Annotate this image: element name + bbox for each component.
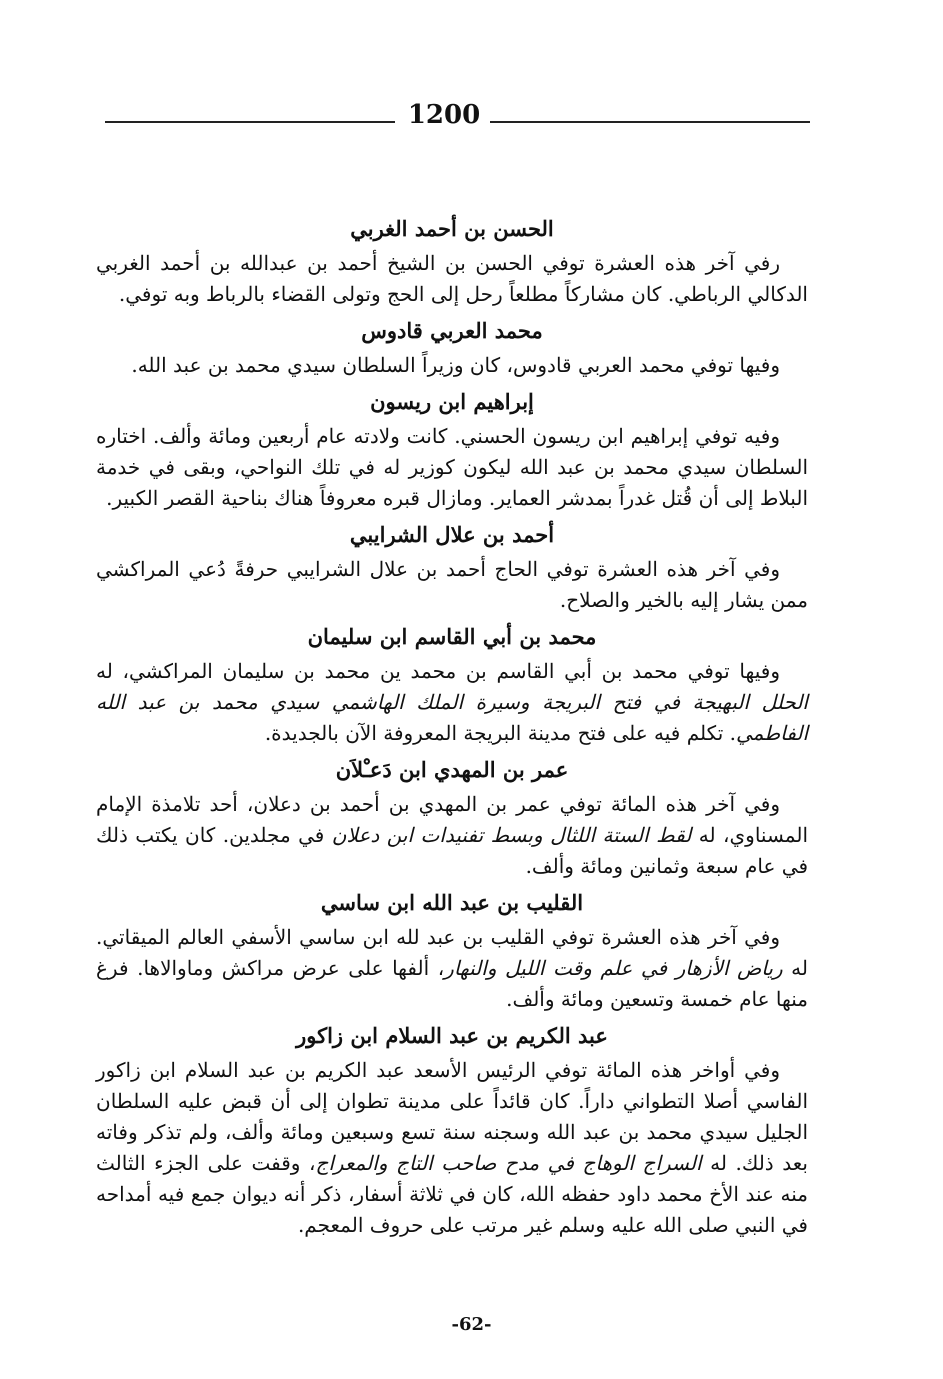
entry-body (96, 421, 808, 514)
entry-title: محمد العربي قادوس (361, 318, 543, 343)
entry (96, 755, 808, 882)
header-rule-left (105, 121, 395, 123)
body-text: ، وقفت على الجزء الثالث منه عند الأخ محمد داود حفظه الله، كان في ثلاثة أسفار، ذكر أنه ديوان جمع فيه أمداحه في النبي صلى الله عليه وسلم غير مرتب على حروف المعجم. (96, 1151, 808, 1237)
entry-body (96, 922, 808, 1015)
entry-title: القليب بن عبد الله ابن ساسي (320, 890, 584, 915)
body-text: في مجلدين. كان يكتب ذلك في عام سبعة وثمانين ومائة وألف. (96, 823, 808, 878)
entry-title: عبد الكريم بن عبد السلام ابن زاكور (296, 1023, 608, 1048)
entry-body (96, 350, 808, 381)
book-title: الحلل البهيجة في فتح البريجة وسيرة الملك الهاشمي سيدي محمد بن عبد الله الفاطمي (96, 690, 808, 745)
body-text: رفي آخر هذه العشرة توفي الحسن بن الشيخ أحمد بن عبدالله بن أحمد الغربي الدكالي الرباطي. كان مشاركاً مطلعاً رحل إلى الحج وتولى القضاء بالرباط وبه توفي. (96, 251, 808, 306)
entry (96, 520, 808, 616)
entry (96, 214, 808, 310)
entry (96, 316, 808, 381)
entry-title: الحسن بن أحمد الغربي (350, 216, 554, 241)
entry-title: محمد بن أبي القاسم ابن سليمان (307, 624, 597, 649)
entry-body (96, 789, 808, 882)
body-text: وفيها توفي محمد العربي قادوس، كان وزيراً السلطان سيدي محمد بن عبد الله. (131, 353, 780, 377)
entry-body (96, 554, 808, 616)
entry-body (96, 248, 808, 310)
entry (96, 387, 808, 514)
page-header (105, 98, 810, 142)
entry (96, 1021, 808, 1241)
page-number: -62- (451, 1314, 492, 1335)
entry (96, 888, 808, 1015)
body-text: وفي آخر هذه العشرة توفي الحاج أحمد بن علال الشرايبي حرفةً دُعي المراكشي ممن يشار إليه بالخير والصلاح. (96, 557, 808, 612)
header-year: 1200 (407, 100, 481, 130)
entry-body (96, 1055, 808, 1241)
body-text: ، ألفها على عرض مراكش وماوالاها. فرغ منها عام خمسة وتسعين ومائة وألف. (96, 956, 808, 1011)
book-title: السراج الوهاج في مدح صاحب التاج والمعراج (315, 1151, 702, 1175)
entry-title: عمر بن المهدي ابن دَعـْلاَن (335, 757, 569, 782)
body-text: وفيه توفي إبراهيم ابن ريسون الحسني. كانت ولادته عام أربعين ومائة وألف. اختاره السلطان سيدي محمد بن عبد الله ليكون كوزير له في تلك النواحي، وبقى في خدمة البلاط إلى أن قُتل غدراً بمدشر العماير. ومازال قبره معروفاً هناك بناحية القصر الكبير. (96, 424, 808, 510)
header-rule-right (490, 121, 810, 123)
body-text: . تكلم فيه على فتح مدينة البريجة المعروفة الآن بالجديدة. (264, 721, 736, 745)
book-title: لقط الستة اللثال وبسط تفنيدات ابن دعلان (331, 823, 692, 847)
entries-list (96, 208, 808, 1247)
body-text: وفيها توفي محمد بن أبي القاسم بن محمد ين محمد بن سليمان المراكشي، له (96, 659, 780, 683)
body-text: وفي آخر هذه المائة توفي عمر بن المهدي بن أحمد بن دعلان، أحد تلامذة الإمام المسناوي، له (96, 792, 808, 847)
entry-title: إبراهيم ابن ريسون (370, 389, 534, 414)
body-text: وفي أواخر هذه المائة توفي الرئيس الأسعد عبد الكريم بن عبد السلام ابن زاكور الفاسي أصلا التطواني داراً. كان قائداً على مدينة تطوان إلى أن قبض عليه السلطان الجليل سيدي محمد بن عبد الله وسجنه سنة تسع وسبعين ومائة وألف، ولم تذكر وفاته بعد ذلك. له (96, 1058, 808, 1175)
entry (96, 622, 808, 749)
book-title: رياض الأزهار في علم وقت الليل والنهار (444, 956, 783, 980)
entry-title: أحمد بن علال الشرايبي (349, 522, 555, 547)
entry-body (96, 656, 808, 749)
body-text: وفي آخر هذه العشرة توفي القليب بن عبد لله ابن ساسي الأسفي العالم الميقاتي. له (96, 925, 808, 980)
